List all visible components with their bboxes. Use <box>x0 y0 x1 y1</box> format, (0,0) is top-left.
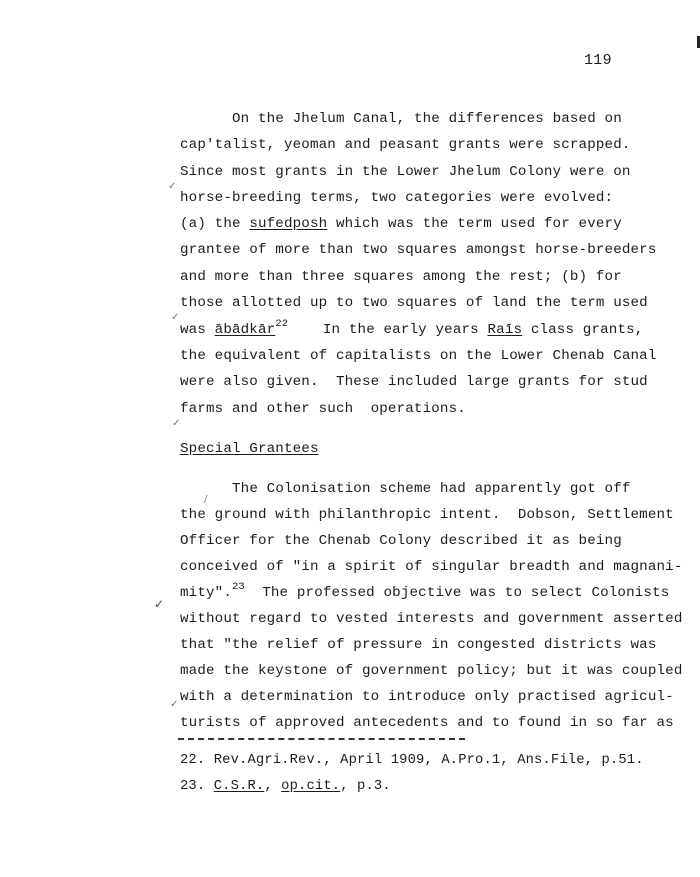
footnote-text: Rev.Agri.Rev., April 1909, A.Pro.1, Ans.File, p.51. <box>213 753 644 768</box>
footnote-ref-22: 22 <box>275 318 289 330</box>
text-line: horse-breeding terms, two categories were evolved: <box>180 190 614 206</box>
margin-check-icon: ✓ <box>171 312 180 323</box>
text-line: the ground with philanthropic intent. Dobson, Settlement <box>180 507 674 523</box>
text-line <box>180 581 670 601</box>
margin-check-icon: ✓ <box>154 597 165 611</box>
section-heading: Special Grantees <box>180 441 319 457</box>
text-line: were also given. These included large grants for stud <box>180 374 648 390</box>
text-fragment: which was the term used for every <box>327 216 622 232</box>
text-line: turists of approved antecedents and to found in so far as <box>180 715 674 731</box>
margin-check-icon: ✓ <box>170 699 179 710</box>
footnote-separator <box>178 738 465 740</box>
text-line: On the Jhelum Canal, the differences based on <box>232 111 622 127</box>
text-line: farms and other such operations. <box>180 401 466 417</box>
text-fragment: was <box>180 322 215 338</box>
text-line: grantee of more than two squares amongst horse-breeders <box>180 242 657 258</box>
text-line: Officer for the Chenab Colony described it as being <box>180 533 622 549</box>
term-rais: Raīs <box>487 322 523 338</box>
text-line: The Colonisation scheme had apparently got off <box>232 481 631 497</box>
text-line: those allotted up to two squares of land the term used <box>180 295 648 311</box>
text-line <box>180 216 622 232</box>
text-line: Since most grants in the Lower Jhelum Colony were on <box>180 164 631 180</box>
text-fragment: mity". <box>180 585 232 601</box>
text-line: the equivalent of capitalists on the Lower Chenab Canal <box>180 348 657 364</box>
margin-slash-icon: / <box>204 494 208 505</box>
footnote-number: 22. <box>180 753 206 768</box>
text-fragment: (a) the <box>180 216 250 232</box>
text-fragment: class grants, <box>522 322 644 338</box>
text-fragment: , p.3. <box>340 779 391 794</box>
margin-check-icon: ✓ <box>172 418 181 429</box>
term-sufedposh: sufedposh <box>249 216 328 232</box>
footnote-ref-opcit: op.cit. <box>281 779 341 794</box>
text-line <box>180 318 644 338</box>
text-line: cap'talist, yeoman and peasant grants were scrapped. <box>180 137 631 153</box>
text-line: with a determination to introduce only practised agricul- <box>180 689 674 705</box>
footnote-ref-23: 23 <box>231 581 245 593</box>
text-fragment: The professed objective was to select Colonists <box>244 585 670 601</box>
page-number: 119 <box>584 52 612 69</box>
text-line: without regard to vested interests and government asserted <box>180 611 683 627</box>
text-line: conceived of "in a spirit of singular breadth and magnani- <box>180 559 683 575</box>
text-line: and more than three squares among the rest; (b) for <box>180 269 622 285</box>
text-fragment: In the early years <box>288 322 488 338</box>
text-line: that "the relief of pressure in congested districts was <box>180 637 657 653</box>
text-fragment: , <box>264 779 282 794</box>
footnote-22 <box>180 753 644 768</box>
text-line: made the keystone of government policy; but it was coupled <box>180 663 683 679</box>
term-abadkar: ābādkār <box>214 322 276 338</box>
footnote-number: 23. <box>180 779 206 794</box>
footnote-23 <box>180 779 391 794</box>
margin-check-icon: ✓ <box>168 181 177 192</box>
footnote-source: C.S.R. <box>213 779 265 794</box>
